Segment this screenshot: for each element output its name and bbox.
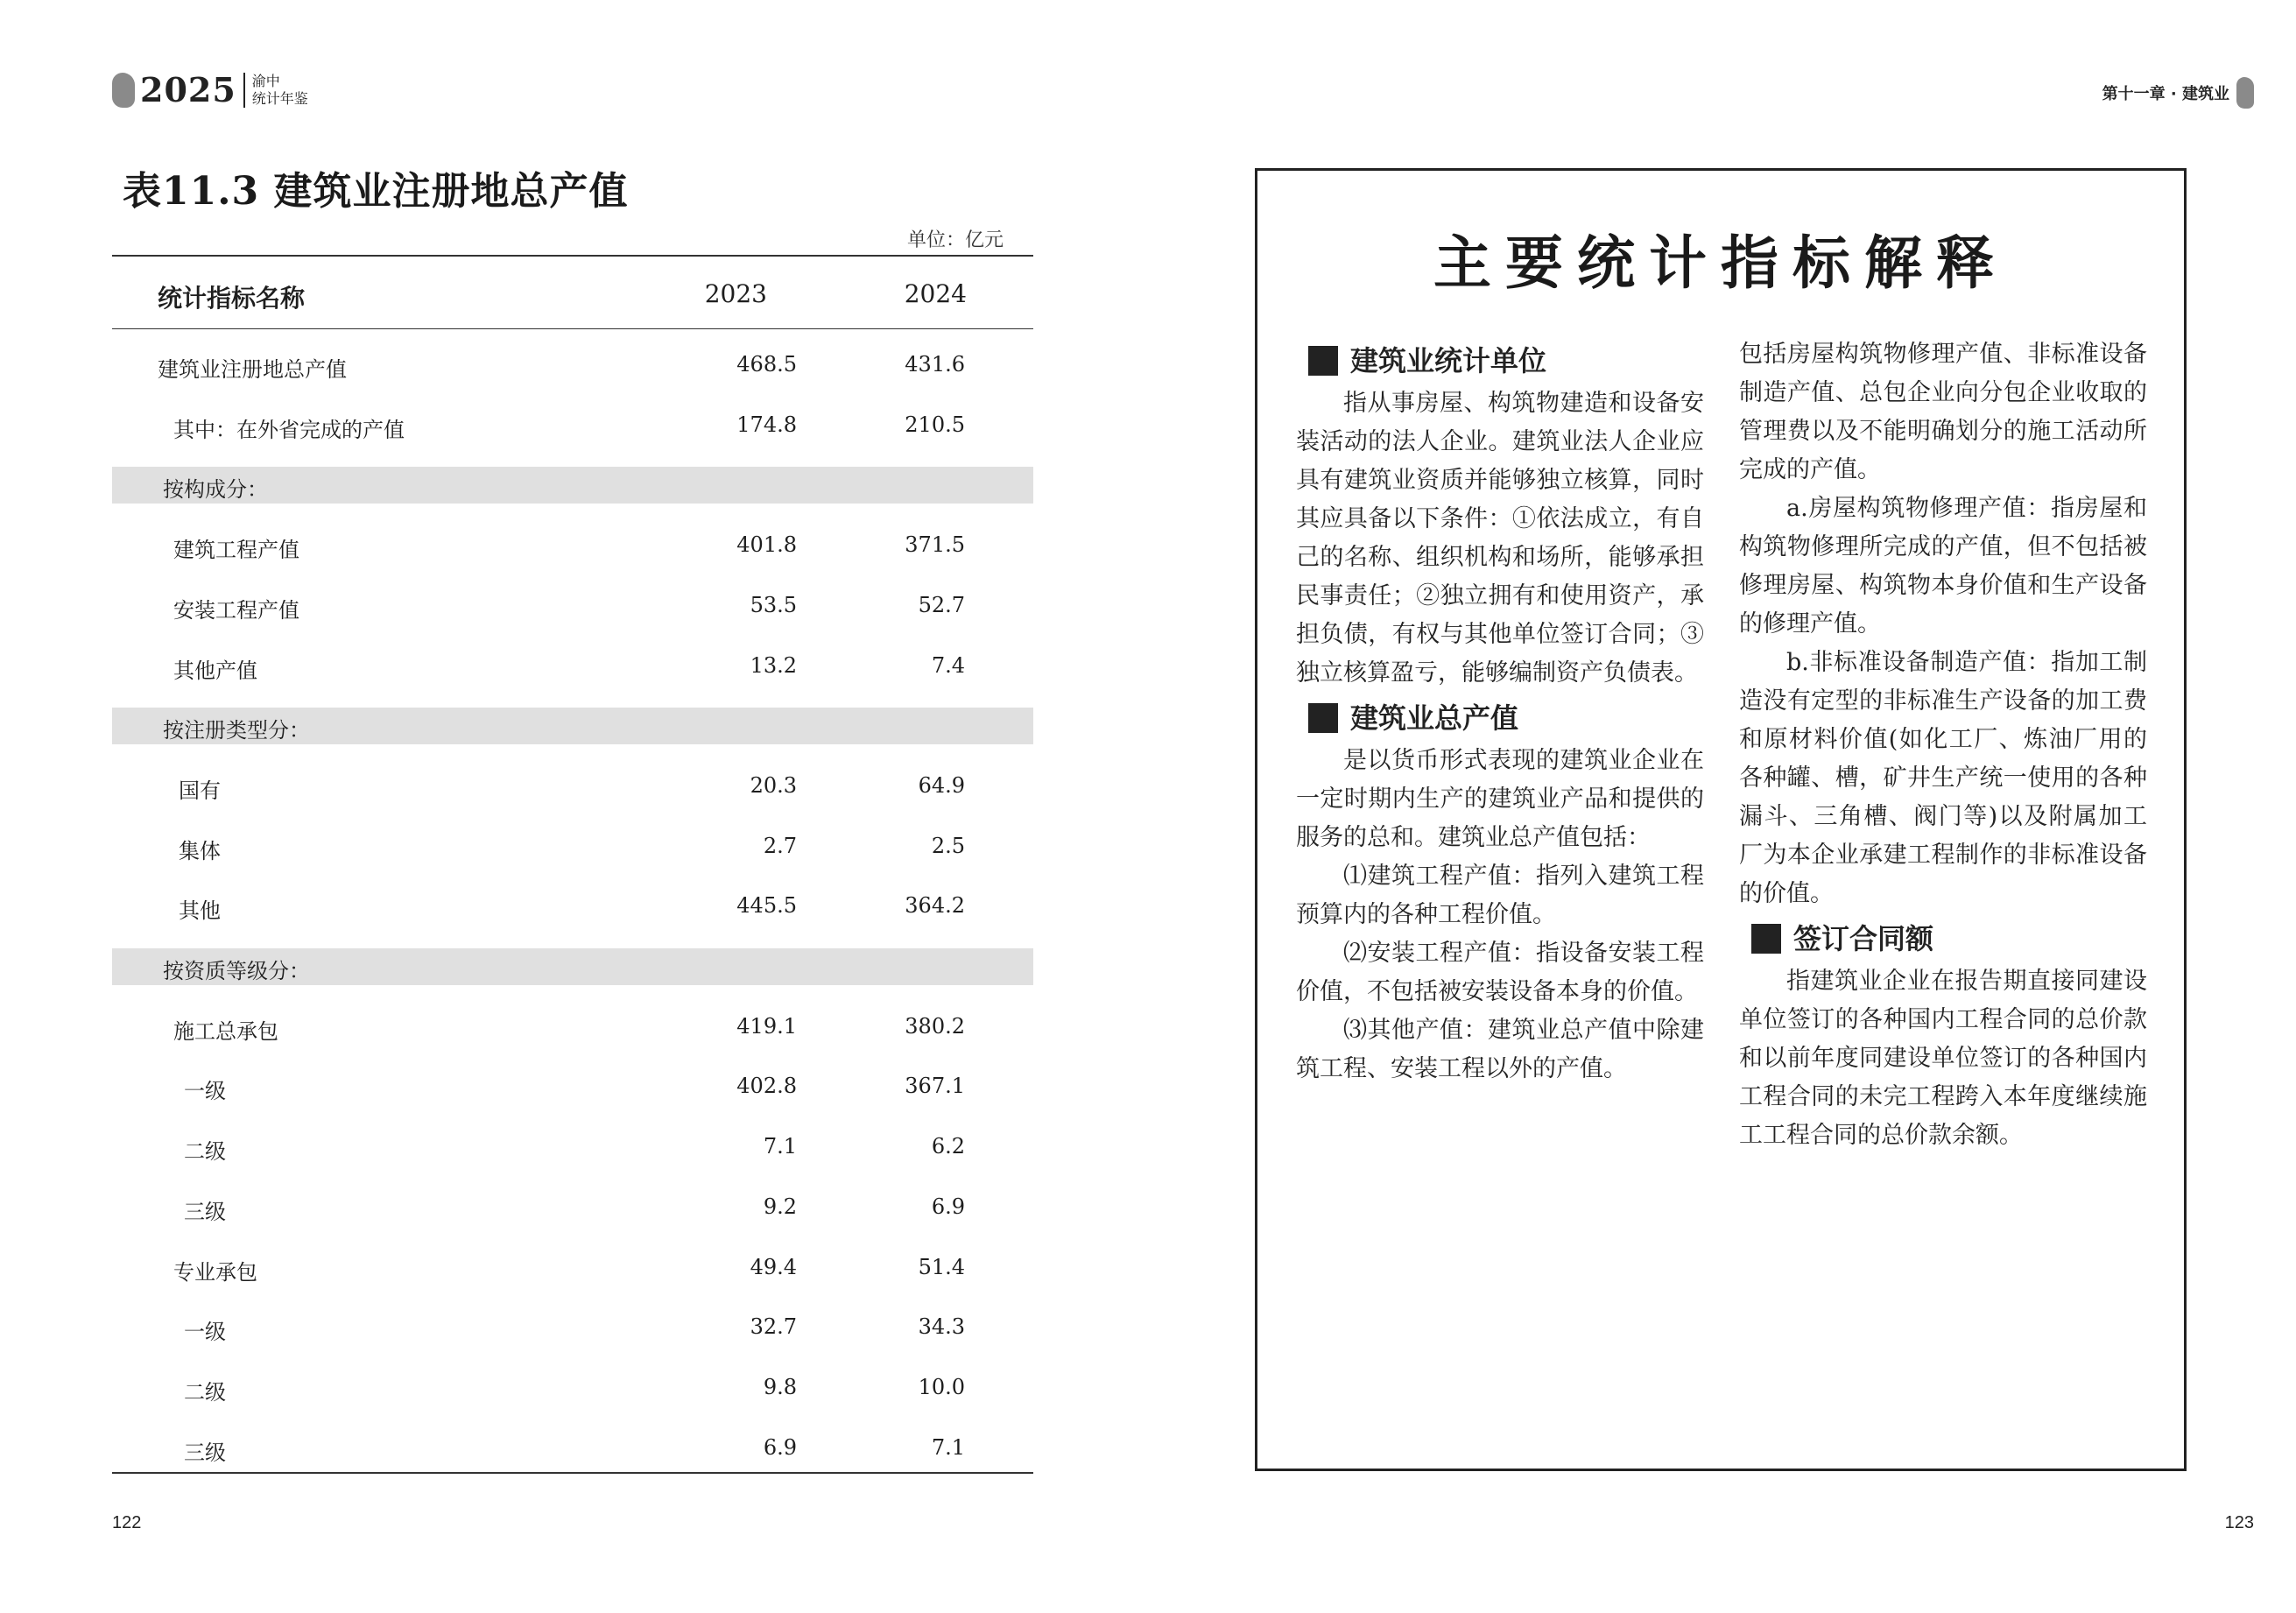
cell-2024: 34.3 bbox=[918, 1314, 965, 1340]
glossary-column-right bbox=[1739, 335, 2147, 1155]
yearbook-title-line1: 渝中 bbox=[251, 72, 280, 89]
section-heading-text: 建筑业总产值 bbox=[1350, 701, 1519, 735]
cell-2024: 7.1 bbox=[931, 1434, 965, 1460]
data-table bbox=[112, 255, 1033, 1465]
cell-2024: 367.1 bbox=[905, 1074, 965, 1099]
row-label: 按资质等级分： bbox=[163, 959, 310, 983]
glossary-title: 主要统计指标解释 bbox=[1433, 229, 2008, 297]
row-label: 施工总承包 bbox=[173, 1018, 278, 1044]
yearbook-header bbox=[112, 70, 308, 109]
table-row bbox=[112, 407, 1033, 444]
cell-2023: 468.5 bbox=[736, 352, 797, 377]
cell-2023: 401.8 bbox=[736, 532, 797, 558]
table-row bbox=[112, 527, 1033, 564]
table-row bbox=[112, 1370, 1033, 1406]
cell-2023: 6.9 bbox=[763, 1434, 797, 1460]
row-label: 按注册类型分： bbox=[163, 718, 310, 743]
square-bullet-icon bbox=[1308, 703, 1338, 733]
table-row bbox=[112, 1068, 1033, 1105]
row-label: 其中：在外省完成的产值 bbox=[173, 417, 405, 442]
row-label: 三级 bbox=[184, 1440, 226, 1465]
square-bullet-icon bbox=[1308, 346, 1338, 376]
table-row bbox=[112, 828, 1033, 865]
row-label: 建筑工程产值 bbox=[173, 538, 299, 563]
cell-2024: 431.6 bbox=[905, 352, 965, 377]
cell-2024: 6.2 bbox=[931, 1134, 965, 1159]
header-divider bbox=[243, 73, 245, 108]
page-number-left: 122 bbox=[112, 1513, 142, 1532]
paragraph: a.房屋构筑物修理产值：指房屋和构筑物修理所完成的产值，但不包括被修理房屋、构筑物本身价值和生产设备的修理产值。 bbox=[1739, 495, 2147, 637]
cell-2023: 9.8 bbox=[763, 1374, 797, 1399]
cell-2024: 371.5 bbox=[905, 532, 965, 558]
column-header-name: 统计指标名称 bbox=[158, 284, 306, 313]
section-heading bbox=[1296, 339, 1704, 383]
row-label: 集体 bbox=[179, 838, 221, 863]
table-row bbox=[112, 1250, 1033, 1286]
cell-2024: 380.2 bbox=[905, 1013, 965, 1039]
right-page bbox=[1148, 0, 2296, 1613]
table-unit: 单位：亿元 bbox=[907, 229, 1004, 251]
cell-2023: 2.7 bbox=[763, 833, 797, 858]
table-title: 表11.3 建筑业注册地总产值 bbox=[123, 169, 629, 214]
paragraph: 指建筑业企业在报告期直接同建设单位签订的各种国内工程合同的总价款和以前年度同建设单位签订的各种国内工程合同的未完工程跨入本年度继续施工工程合同的总价款余额。 bbox=[1739, 968, 2147, 1149]
paragraph: 指从事房屋、构筑物建造和设备安装活动的法人企业。建筑业法人企业应具有建筑业资质并能够独立核算，同时其应具备以下条件：①依法成立，有自己的名称、组织机构和场所，能够承担民事责任；②独立拥有和使用资产，承担负债，有权与其他单位签订合同；③独立核算盈亏，能够编制资产负债表。 bbox=[1296, 390, 1704, 687]
chapter-header bbox=[2102, 77, 2254, 109]
row-label: 建筑业注册地总产值 bbox=[158, 357, 347, 382]
table-row bbox=[112, 888, 1033, 925]
cell-2023: 53.5 bbox=[750, 592, 797, 617]
cell-2024: 10.0 bbox=[918, 1374, 965, 1399]
cell-2024: 364.2 bbox=[905, 893, 965, 919]
cell-2023: 20.3 bbox=[750, 772, 797, 798]
cell-2024: 7.4 bbox=[931, 652, 965, 678]
paragraph: 是以货币形式表现的建筑业企业在一定时期内生产的建筑业产品和提供的服务的总和。建筑业总产值包括： bbox=[1296, 747, 1704, 851]
section-heading-text: 签订合同额 bbox=[1793, 922, 1934, 955]
section-heading bbox=[1739, 917, 2147, 961]
logo-icon bbox=[112, 73, 135, 108]
chapter-title: 第十一章 · 建筑业 bbox=[2102, 85, 2229, 103]
table-row bbox=[112, 1009, 1033, 1046]
row-label: 二级 bbox=[184, 1139, 226, 1165]
paragraph: ⑴建筑工程产值：指列入建筑工程预算内的各种工程价值。 bbox=[1296, 863, 1704, 928]
cell-2023: 13.2 bbox=[750, 652, 797, 678]
cell-2023: 49.4 bbox=[750, 1254, 797, 1279]
logo-icon bbox=[2236, 77, 2254, 109]
table-header-row bbox=[112, 257, 1033, 329]
cell-2024: 64.9 bbox=[918, 772, 965, 798]
table-row bbox=[112, 648, 1033, 685]
table-row bbox=[112, 768, 1033, 805]
yearbook-title-line2: 统计年鉴 bbox=[251, 89, 308, 107]
row-label: 其他产值 bbox=[173, 658, 257, 683]
square-bullet-icon bbox=[1751, 924, 1781, 954]
cell-2023: 32.7 bbox=[750, 1314, 797, 1340]
paragraph: 包括房屋构筑物修理产值、非标准设备制造产值、总包企业向分包企业收取的管理费以及不能明确划分的施工活动所完成的产值。 bbox=[1739, 341, 2147, 483]
table-row bbox=[112, 1430, 1033, 1467]
row-label: 国有 bbox=[179, 778, 221, 803]
cell-2024: 6.9 bbox=[931, 1194, 965, 1219]
table-row bbox=[112, 588, 1033, 624]
table-section-row bbox=[112, 467, 1033, 504]
column-header-2024: 2024 bbox=[904, 279, 967, 308]
cell-2023: 7.1 bbox=[763, 1134, 797, 1159]
section-heading bbox=[1296, 696, 1704, 740]
cell-2023: 419.1 bbox=[736, 1013, 797, 1039]
paragraph: b.非标准设备制造产值：指加工制造没有定型的非标准生产设备的加工费和原材料价值(如化工厂、炼油厂用的各种罐、槽，矿井生产统一使用的各种漏斗、三角槽、阀门等)以及附属加工厂为本企业承建工程制作的非标准设备的价值。 bbox=[1739, 649, 2147, 907]
row-label: 按构成分： bbox=[163, 477, 268, 503]
row-label: 二级 bbox=[184, 1379, 226, 1405]
paragraph: ⑶其他产值：建筑业总产值中除建筑工程、安装工程以外的产值。 bbox=[1296, 1017, 1704, 1082]
table-section-row bbox=[112, 948, 1033, 985]
yearbook-year: 2025 bbox=[140, 70, 236, 109]
cell-2023: 174.8 bbox=[736, 412, 797, 437]
cell-2023: 402.8 bbox=[736, 1074, 797, 1099]
glossary-column-left bbox=[1296, 335, 1704, 1088]
row-label: 安装工程产值 bbox=[173, 597, 299, 623]
row-label: 一级 bbox=[184, 1320, 226, 1345]
table-row bbox=[112, 1309, 1033, 1346]
page-number-right: 123 bbox=[2224, 1513, 2254, 1532]
table-section-row bbox=[112, 708, 1033, 744]
table-bottom-rule bbox=[112, 1472, 1033, 1474]
table-row bbox=[112, 1129, 1033, 1166]
table-row bbox=[112, 347, 1033, 384]
row-label: 一级 bbox=[184, 1079, 226, 1104]
row-label: 专业承包 bbox=[173, 1259, 257, 1285]
cell-2024: 2.5 bbox=[931, 833, 965, 858]
glossary-box bbox=[1255, 168, 2187, 1471]
section-heading-text: 建筑业统计单位 bbox=[1350, 344, 1547, 377]
cell-2024: 210.5 bbox=[905, 412, 965, 437]
cell-2023: 445.5 bbox=[736, 893, 797, 919]
row-label: 三级 bbox=[184, 1199, 226, 1224]
cell-2023: 9.2 bbox=[763, 1194, 797, 1219]
paragraph: ⑵安装工程产值：指设备安装工程价值，不包括被安装设备本身的价值。 bbox=[1296, 940, 1704, 1005]
table-row bbox=[112, 1189, 1033, 1226]
column-header-2023: 2023 bbox=[704, 279, 767, 308]
cell-2024: 52.7 bbox=[918, 592, 965, 617]
row-label: 其他 bbox=[179, 898, 221, 924]
cell-2024: 51.4 bbox=[918, 1254, 965, 1279]
yearbook-title bbox=[252, 73, 308, 108]
